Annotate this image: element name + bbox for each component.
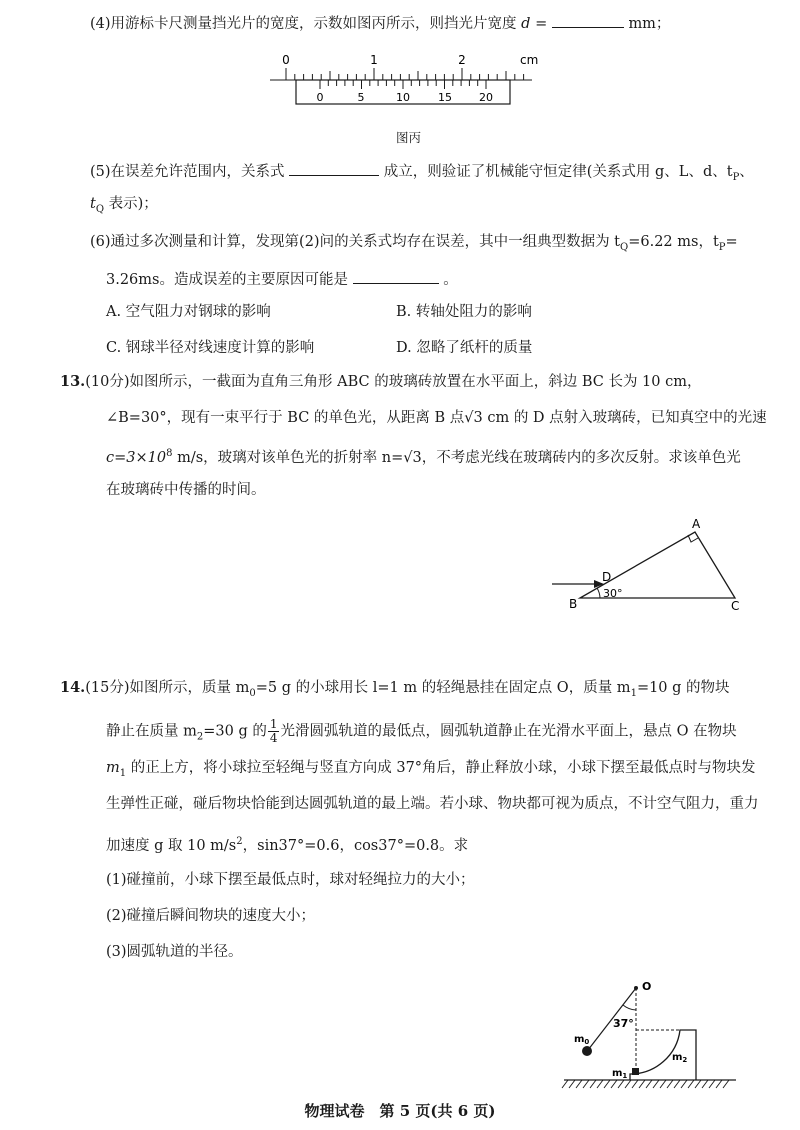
ground-hatch-line bbox=[625, 1080, 631, 1088]
q13-line1: 13.(10分)如图所示，一截面为直角三角形 ABC 的玻璃砖放置在水平面上，斜边 BC 长为 10 cm， bbox=[60, 373, 702, 390]
q12-part5-line1: (5)在误差允许范围内，关系式 成立，则验证了机械能守恒定律(关系式用 g、L、d、$t_P$、 bbox=[90, 160, 754, 188]
ground-hatch-line bbox=[590, 1080, 596, 1088]
angle-arc bbox=[597, 588, 600, 598]
angle-37-label: 37° bbox=[613, 1017, 634, 1030]
main-scale-label-0: 0 bbox=[282, 53, 290, 67]
angle-37-arc bbox=[623, 1005, 636, 1010]
answer-blank-relation[interactable] bbox=[289, 160, 379, 176]
label-m2: $m_2$ bbox=[672, 1052, 688, 1064]
pendulum-arc-figure bbox=[560, 976, 740, 1096]
label-d: D bbox=[602, 570, 612, 584]
ground-hatching bbox=[562, 1080, 729, 1088]
ground-hatch-line bbox=[611, 1080, 617, 1088]
ground-hatch-line bbox=[709, 1080, 715, 1088]
answer-blank-cause[interactable] bbox=[353, 268, 439, 284]
q14-line2: 静止在质量 $m_2=30$ g 的 $\frac{1}{4}$ 光滑圆弧轨道的最低点，圆弧轨道静止在光滑水平面上，悬点 O 在物块 bbox=[106, 717, 737, 745]
q14-sub1: (1)碰撞前，小球下摆至最低点时，球对轻绳拉力的大小； bbox=[106, 872, 475, 888]
vernier-label-5: 5 bbox=[357, 91, 365, 104]
block-m1 bbox=[632, 1068, 639, 1075]
main-scale-label-2: 2 bbox=[458, 53, 466, 67]
q13-line4: 在玻璃砖中传播的时间。 bbox=[106, 482, 266, 498]
q14-line4: 生弹性正碰，碰后物块恰能到达圆弧轨道的最上端。若小球、物块都可视为质点，不计空气阻力，重力 bbox=[106, 796, 759, 812]
ground-hatch-line bbox=[604, 1080, 610, 1088]
ground-hatch-line bbox=[688, 1080, 694, 1088]
label-m0: $m_0$ bbox=[574, 1034, 590, 1046]
ground-hatch-line bbox=[674, 1080, 680, 1088]
ground-hatch-line bbox=[562, 1080, 568, 1088]
main-scale-label-1: 1 bbox=[370, 53, 378, 67]
ground-hatch-line bbox=[660, 1080, 666, 1088]
question-number-14: 14. bbox=[60, 679, 86, 696]
q14-line1: 14.(15分)如图所示，质量 $m_0=5$ g 的小球用长 l=1 m 的轻绳悬挂在固定点 O，质量 $m_1=10$ g 的物块 bbox=[60, 679, 730, 699]
label-b: B bbox=[569, 597, 578, 611]
q12-part5-line2: $t_Q$ 表示)； bbox=[90, 196, 158, 215]
ground-hatch-line bbox=[618, 1080, 624, 1088]
label-m1: $m_1$ bbox=[612, 1068, 628, 1080]
q14-sub3: (3)圆弧轨道的半径。 bbox=[106, 944, 243, 960]
q14-line5: 加速度 g 取 10 $m/s^2$，sin37°=0.6，cos37°=0.8。求 bbox=[106, 836, 469, 854]
ground-hatch-line bbox=[723, 1080, 729, 1088]
figure-caption-bing: 图丙 bbox=[396, 130, 422, 145]
vernier-label-20: 20 bbox=[479, 91, 493, 104]
main-scale-unit: cm bbox=[520, 53, 539, 67]
main-scale-ticks bbox=[270, 68, 532, 80]
vernier-scale-ticks bbox=[320, 80, 486, 89]
question-number-13: 13. bbox=[60, 373, 86, 390]
ground-hatch-line bbox=[716, 1080, 722, 1088]
angle-30-label: 30° bbox=[603, 587, 623, 600]
arc-track-m2 bbox=[630, 1030, 696, 1080]
label-a: A bbox=[692, 518, 701, 531]
page-footer: 物理试卷 第 5 页(共 6 页) bbox=[304, 1102, 496, 1120]
ground-hatch-line bbox=[583, 1080, 589, 1088]
ground-hatch-line bbox=[695, 1080, 701, 1088]
ground-hatch-line bbox=[702, 1080, 708, 1088]
vernier-label-10: 10 bbox=[396, 91, 410, 104]
ground-hatch-line bbox=[597, 1080, 603, 1088]
right-angle-mark bbox=[688, 535, 698, 542]
triangle-prism-figure bbox=[550, 518, 750, 618]
label-c: C bbox=[731, 599, 740, 613]
q12-part4: (4)用游标卡尺测量挡光片的宽度，示数如图丙所示，则挡光片宽度 d = mm； bbox=[90, 12, 670, 34]
q13-line3: $c=3\times 10^8$ m/s，玻璃对该单色光的折射率 n=√3，不考虑光线在玻璃砖内的多次反射。求该单色光 bbox=[106, 448, 741, 466]
q14-line3: $m_1$ 的正上方，将小球拉至轻绳与竖直方向成 37°角后，静止释放小球，小球下摆至最低点时与物块发 bbox=[106, 760, 756, 779]
ground-hatch-line bbox=[576, 1080, 582, 1088]
ground-hatch-line bbox=[667, 1080, 673, 1088]
vernier-label-0: 0 bbox=[316, 91, 324, 104]
ground-hatch-line bbox=[681, 1080, 687, 1088]
ball-m0 bbox=[582, 1046, 592, 1056]
ground-hatch-line bbox=[569, 1080, 575, 1088]
vernier-caliper-figure bbox=[270, 48, 550, 120]
ground-hatch-line bbox=[653, 1080, 659, 1088]
vernier-label-15: 15 bbox=[438, 91, 452, 104]
option-c[interactable]: C. 钢球半径对线速度计算的影响 bbox=[106, 340, 315, 356]
fraction-one-quarter: $\frac{1}{4}$ bbox=[269, 717, 278, 745]
ground-hatch-line bbox=[639, 1080, 645, 1088]
ground-hatch-line bbox=[646, 1080, 652, 1088]
q13-line2: ∠B=30°，现有一束平行于 BC 的单色光，从距离 B 点√3 cm 的 D 点射入玻璃砖，已知真空中的光速 bbox=[106, 410, 767, 426]
label-o: O bbox=[642, 980, 652, 993]
option-a[interactable]: A. 空气阻力对钢球的影响 bbox=[106, 304, 271, 320]
q12-part6-line1: (6)通过多次测量和计算，发现第(2)问的关系式均存在误差，其中一组典型数据为 $t_Q=6.22$ ms，$t_P=$ bbox=[90, 234, 738, 253]
option-b[interactable]: B. 转轴处阻力的影响 bbox=[396, 304, 532, 320]
option-d[interactable]: D. 忽略了纸杆的质量 bbox=[396, 340, 533, 356]
ground-hatch-line bbox=[632, 1080, 638, 1088]
q12-part6-line2: 3.26ms。造成误差的主要原因可能是 。 bbox=[106, 268, 458, 290]
q14-sub2: (2)碰撞后瞬间物块的速度大小； bbox=[106, 908, 316, 924]
answer-blank-d[interactable] bbox=[552, 12, 624, 28]
